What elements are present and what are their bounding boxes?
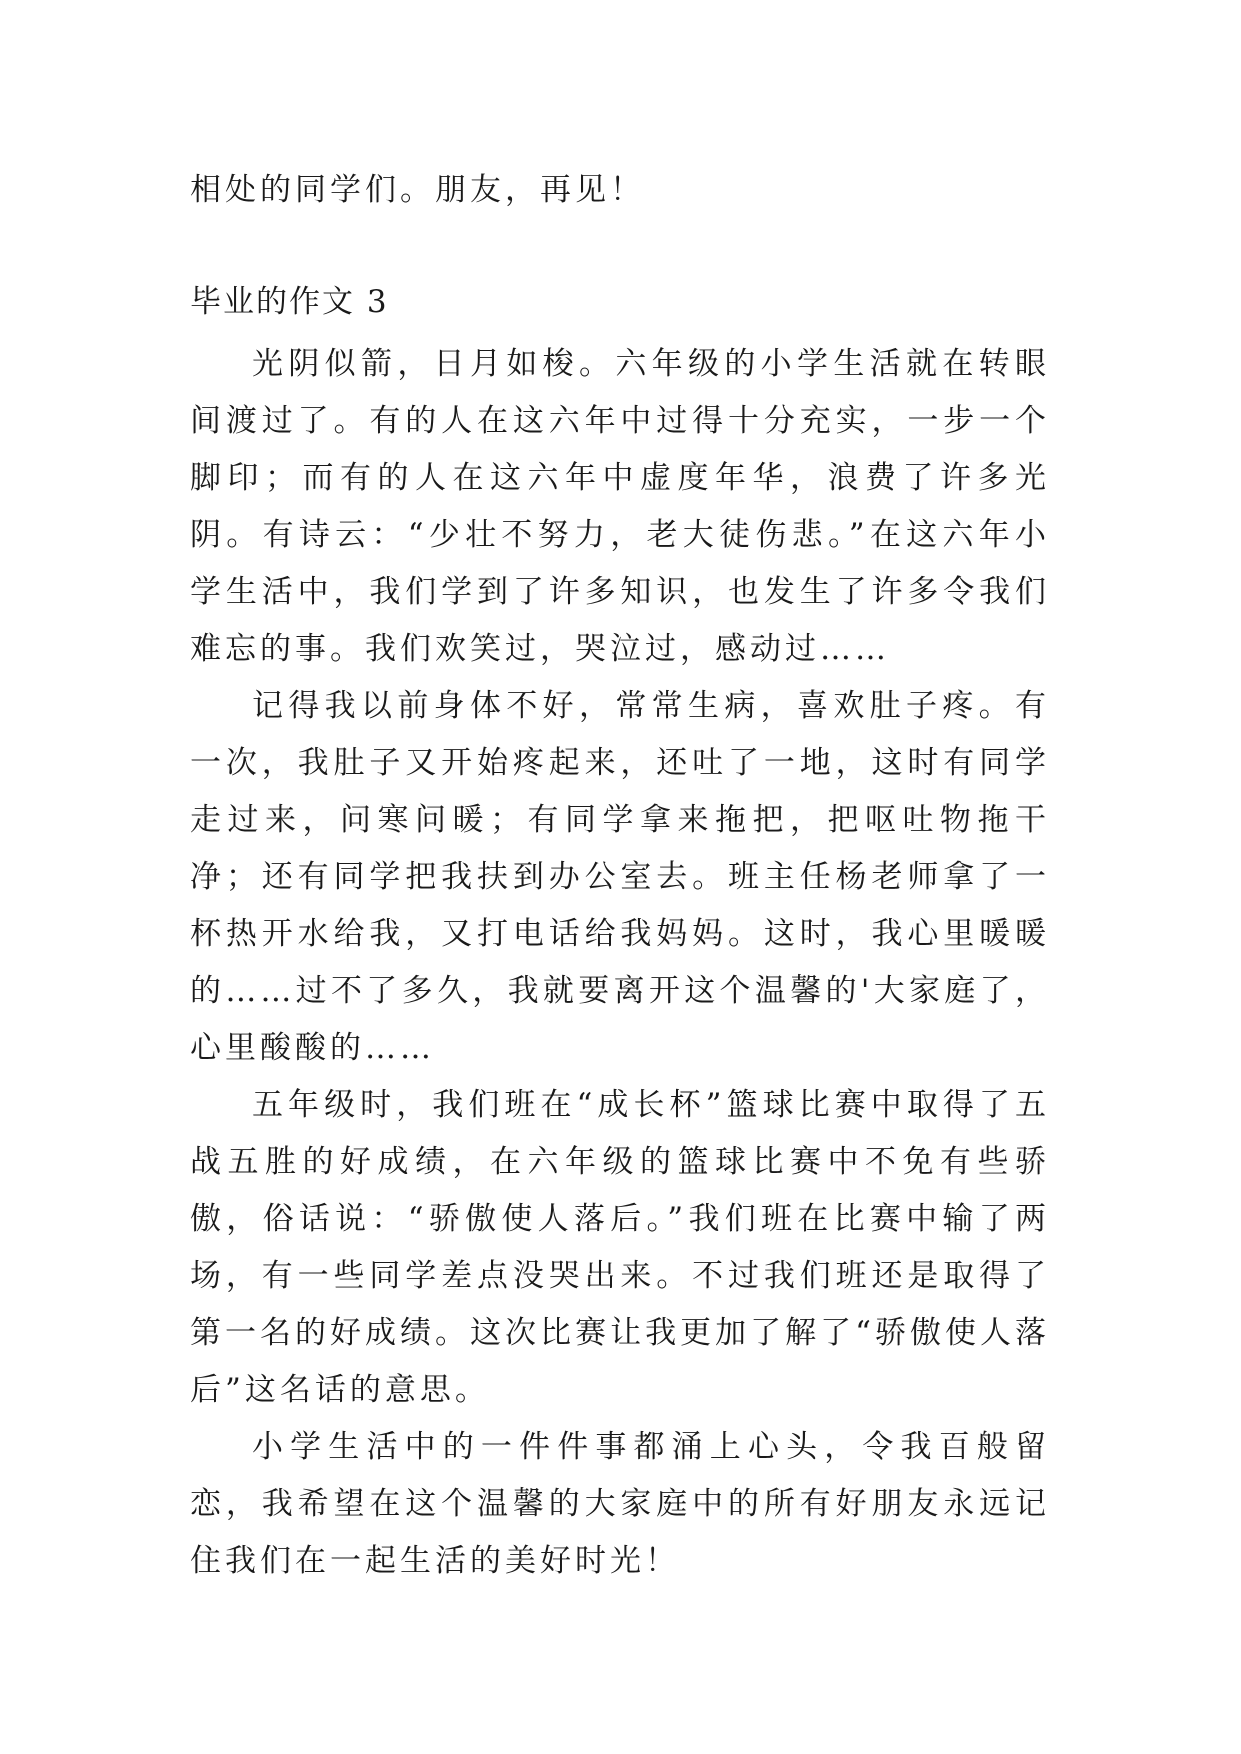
paragraph-3: 五年级时，我们班在“成长杯”篮球比赛中取得了五战五胜的好成绩，在六年级的篮球比赛中不免有些骄傲，俗话说：“骄傲使人落后。”我们班在比赛中输了两场，有一些同学差点没哭出来。不过我们班还是取得了第一名的好成绩。这次比赛让我更加了解了“骄傲使人落后”这名话的意思。 [190,1087,1050,1408]
essay-body [190,336,1050,1590]
paragraph-1: 光阴似箭，日月如梭。六年级的小学生活就在转眼间渡过了。有的人在这六年中过得十分充实，一步一个脚印；而有的人在这六年中虚度年华，浪费了许多光阴。有诗云：“少壮不努力，老大徒伤悲。”在这六年小学生活中，我们学到了许多知识，也发生了许多令我们难忘的事。我们欢笑过，哭泣过，感动过…… [190,346,1050,667]
paragraph-4: 小学生活中的一件件事都涌上心头，令我百般留恋，我希望在这个温馨的大家庭中的所有好朋友永远记住我们在一起生活的美好时光！ [190,1429,1050,1579]
paragraph-2: 记得我以前身体不好，常常生病，喜欢肚子疼。有一次，我肚子又开始疼起来，还吐了一地，这时有同学走过来，问寒问暖；有同学拿来拖把，把呕吐物拖干净；还有同学把我扶到办公室去。班主任杨老师拿了一杯热开水给我，又打电话给我妈妈。这时，我心里暖暖的……过不了多久，我就要离开这个温馨的'大家庭了，心里酸酸的…… [190,688,1050,1066]
section-title: 毕业的作文 3 [190,284,389,320]
continuation-text: 相处的同学们。朋友，再见！ [190,172,645,208]
